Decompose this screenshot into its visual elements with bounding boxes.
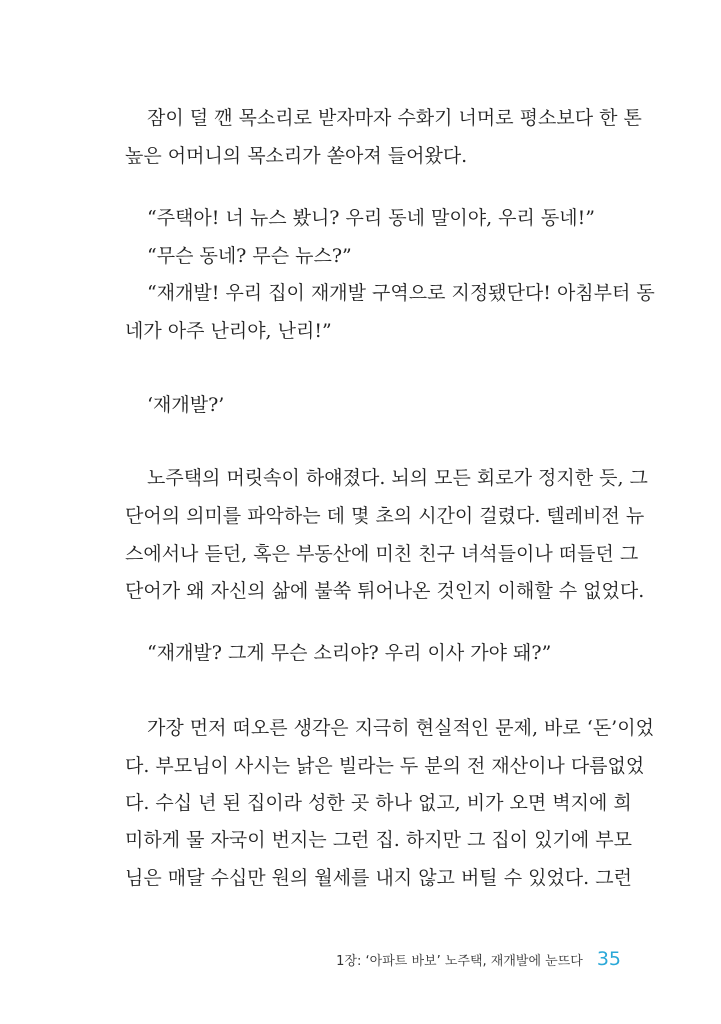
body-line: 단어의 의미를 파악하는 데 몇 초의 시간이 걸렸다. 텔레비전 뉴 bbox=[125, 505, 645, 527]
body-line: “무슨 동네? 무슨 뉴스?” bbox=[147, 245, 352, 267]
body-line: 단어가 왜 자신의 삶에 불쑥 튀어나온 것인지 이해할 수 없었다. bbox=[125, 580, 645, 602]
body-line: “주택아! 너 뉴스 봤니? 우리 동네 말이야, 우리 동네!” bbox=[147, 207, 595, 229]
running-head: 1장: ‘아파트 바보’ 노주택, 재개발에 눈뜨다 bbox=[336, 954, 583, 969]
body-line: “재개발! 우리 집이 재개발 구역으로 지정됐단다! 아침부터 동 bbox=[147, 282, 655, 304]
body-line: 네가 아주 난리야, 난리!” bbox=[125, 320, 332, 342]
body-line: 다. 부모님이 사시는 낡은 빌라는 두 분의 전 재산이나 다름없었 bbox=[125, 755, 645, 777]
body-line: 다. 수십 년 된 집이라 성한 곳 하나 없고, 비가 오면 벽지에 희 bbox=[125, 792, 632, 814]
body-line: ‘재개발?’ bbox=[147, 394, 225, 416]
body-line: 높은 어머니의 목소리가 쏟아져 들어왔다. bbox=[125, 145, 468, 167]
body-line: 가장 먼저 떠오른 생각은 지극히 현실적인 문제, 바로 ‘돈’이었 bbox=[147, 717, 654, 739]
body-line: 노주택의 머릿속이 하얘졌다. 뇌의 모든 회로가 정지한 듯, 그 bbox=[147, 467, 648, 489]
page-number: 35 bbox=[596, 948, 621, 970]
body-line: 잠이 덜 깬 목소리로 받자마자 수화기 너머로 평소보다 한 톤 bbox=[147, 107, 642, 129]
page-footer bbox=[336, 948, 621, 970]
body-line: 미하게 물 자국이 번지는 그런 집. 하지만 그 집이 있기에 부모 bbox=[125, 829, 632, 851]
body-line: 스에서나 듣던, 혹은 부동산에 미친 친구 녀석들이나 떠들던 그 bbox=[125, 543, 639, 565]
body-line: “재개발? 그게 무슨 소리야? 우리 이사 가야 돼?” bbox=[147, 642, 552, 664]
body-line: 님은 매달 수십만 원의 월세를 내지 않고 버틸 수 있었다. 그런 bbox=[125, 867, 632, 889]
